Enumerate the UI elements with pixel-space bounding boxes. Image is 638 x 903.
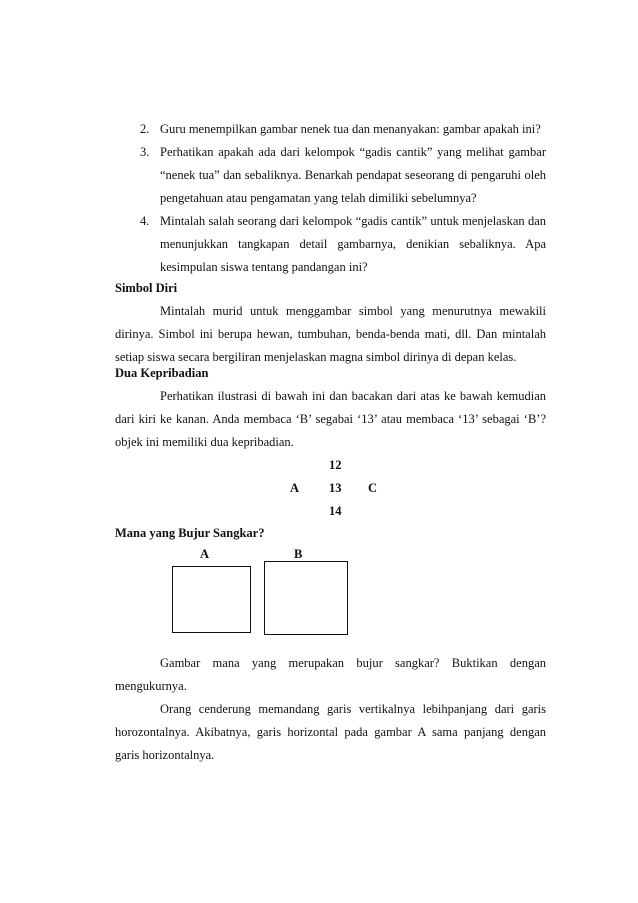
list-item-text: kesimpulan siswa tentang pandangan ini?	[160, 260, 368, 274]
paragraph-line: Orang cenderung memandang garis vertikalnya lebihpanjang dari garis	[160, 702, 546, 716]
section-heading: Mana yang Bujur Sangkar?	[115, 526, 265, 540]
paragraph-line: mengukurnya.	[115, 679, 187, 693]
list-item-text: menunjukkan tangkapan detail gambarnya, denikian sebaliknya. Apa	[160, 237, 546, 251]
square-a-shape	[172, 566, 251, 633]
paragraph-line: dari kiri ke kanan. Anda membaca ‘B’ segabai ‘13’ atau membaca ‘13’ sebagai ‘B’?	[115, 412, 546, 426]
paragraph-line: setiap siswa secara bergiliran menjelaskan magna simbol dirinya di depan kelas.	[115, 350, 517, 364]
paragraph-line: Gambar mana yang merupakan bujur sangkar? Buktikan dengan	[160, 656, 546, 670]
paragraph-line: dirinya. Simbol ini berupa hewan, tumbuhan, benda-benda mati, dll. Dan mintalah	[115, 327, 546, 341]
section-heading: Simbol Diri	[115, 281, 178, 295]
list-number: 3.	[140, 145, 150, 159]
square-b-shape	[264, 561, 348, 635]
figure-number-center: 13	[329, 481, 342, 495]
figure-letter-left: A	[290, 481, 300, 495]
figure-letter-right: C	[368, 481, 378, 495]
list-item-text: Perhatikan apakah ada dari kelompok “gadis cantik” yang melihat gambar	[160, 145, 546, 159]
paragraph-line: horozontalnya. Akibatnya, garis horizontal pada gambar A sama panjang dengan	[115, 725, 546, 739]
figure-number-bottom: 14	[329, 504, 342, 518]
list-number: 2.	[140, 122, 150, 136]
section-heading: Dua Kepribadian	[115, 366, 209, 380]
figure-number-top: 12	[329, 458, 342, 472]
paragraph-line: objek ini memiliki dua kepribadian.	[115, 435, 294, 449]
list-item-text: “nenek tua” dan sebaliknya. Benarkah pendapat seseorang di pengaruhi oleh	[160, 168, 546, 182]
paragraph-line: garis horizontalnya.	[115, 748, 215, 762]
square-label-a: A	[200, 547, 210, 561]
list-item-text: pengetahuan atau pengamatan yang telah dimiliki sebelumnya?	[160, 191, 477, 205]
square-label-b: B	[294, 547, 303, 561]
list-item-text: Guru menempilkan gambar nenek tua dan menanyakan: gambar apakah ini?	[160, 122, 541, 136]
list-item-text: Mintalah salah seorang dari kelompok “gadis cantik” untuk menjelaskan dan	[160, 214, 546, 228]
paragraph-line: Perhatikan ilustrasi di bawah ini dan bacakan dari atas ke bawah kemudian	[160, 389, 546, 403]
list-number: 4.	[140, 214, 150, 228]
paragraph-line: Mintalah murid untuk menggambar simbol yang menurutnya mewakili	[160, 304, 546, 318]
